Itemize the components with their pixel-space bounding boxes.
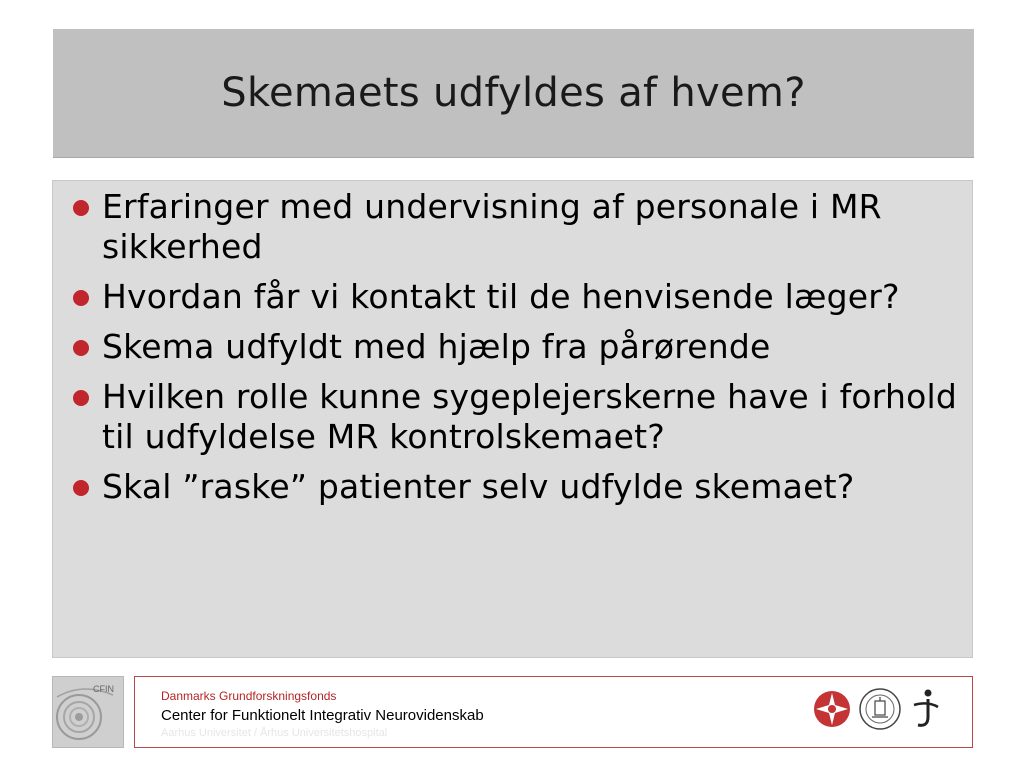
cfin-logo	[52, 676, 124, 748]
cfin-logo-text: CFIN	[93, 684, 114, 694]
bullet-dot-icon	[73, 290, 89, 306]
bullet-text: Hvordan får vi kontakt til de henvisende læger?	[102, 277, 900, 316]
bullet-dot-icon	[73, 390, 89, 406]
footer-logos	[812, 687, 942, 731]
bullet-item	[73, 467, 964, 507]
j-figure-logo-icon	[908, 687, 942, 731]
footer-banner	[134, 676, 973, 748]
bullet-text: Skema udfyldt med hjælp fra pårørende	[102, 327, 771, 366]
content-panel	[52, 180, 973, 658]
bullet-text: Hvilken rolle kunne sygeplejerskerne have i forhold til udfyldelse MR kontrolskemaet?	[102, 377, 958, 456]
title-banner	[53, 29, 974, 158]
bullet-item	[73, 327, 964, 367]
bullet-text: Erfaringer med undervisning af personale i MR sikkerhed	[102, 187, 882, 266]
bullet-dot-icon	[73, 340, 89, 356]
red-flower-logo-icon	[812, 689, 852, 729]
footer-foundation: Danmarks Grundforskningsfonds	[161, 689, 337, 703]
footer-center-name: Center for Funktionelt Integrativ Neurovidenskab	[161, 707, 484, 724]
bullet-text: Skal ”raske” patienter selv udfylde skemaet?	[102, 467, 855, 506]
bullet-item	[73, 277, 964, 317]
slide-title: Skemaets udfyldes af hvem?	[221, 70, 806, 116]
bullet-dot-icon	[73, 480, 89, 496]
bullet-dot-icon	[73, 200, 89, 216]
bullet-item	[73, 187, 964, 267]
bullet-list	[73, 187, 964, 517]
university-seal-icon	[858, 687, 902, 731]
footer-university: Aarhus Universitet / Århus Universitetshospital	[161, 727, 388, 739]
spiral-shell-icon	[53, 677, 123, 747]
bullet-item	[73, 377, 964, 457]
